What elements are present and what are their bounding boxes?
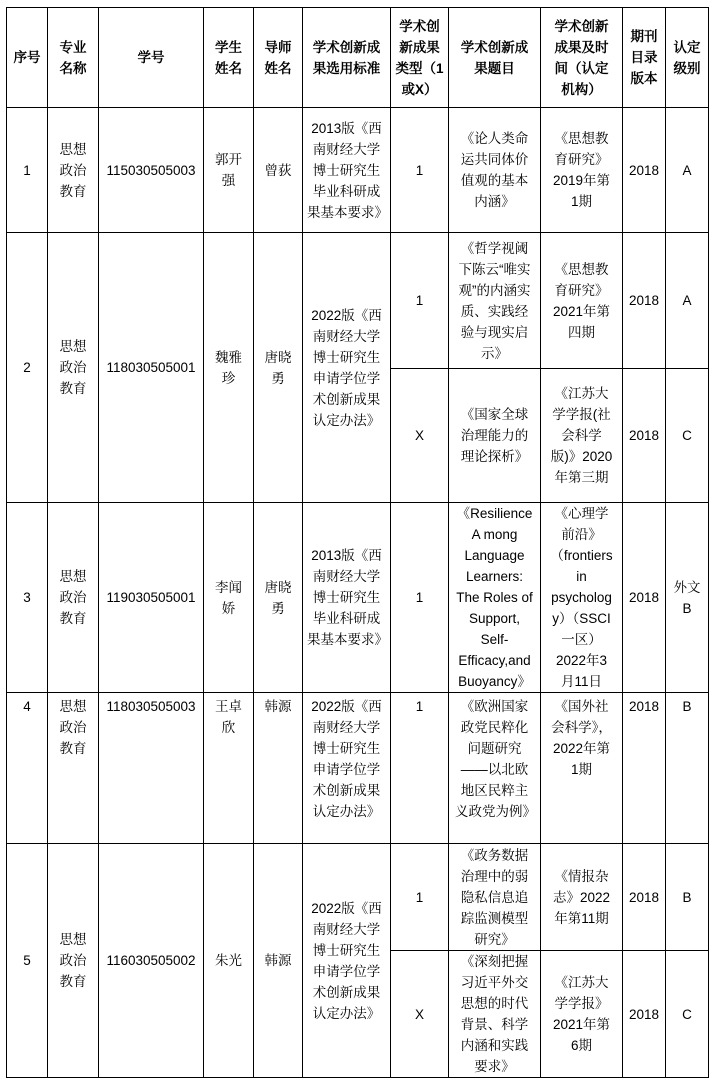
cell-catalog-version: 2018 <box>623 108 666 233</box>
cell-student-name: 郭开强 <box>204 108 254 233</box>
cell-student-id: 115030505003 <box>99 108 204 233</box>
cell-major: 思想政治教育 <box>48 233 99 503</box>
achievements-table <box>6 7 709 1078</box>
cell-major: 思想政治教育 <box>48 693 99 844</box>
cell-student-id: 118030505001 <box>99 233 204 503</box>
cell-catalog-version: 2018 <box>623 951 666 1078</box>
cell-level: C <box>666 369 709 503</box>
cell-student-name: 王卓欣 <box>204 693 254 844</box>
cell-title: 《Resilience A mong Language Learners: The Roles of Support, Self-Efficacy,and Buoyancy》 <box>449 503 541 693</box>
cell-serial: 3 <box>7 503 48 693</box>
cell-level: B <box>666 693 709 844</box>
cell-serial: 4 <box>7 693 48 844</box>
cell-catalog-version: 2018 <box>623 693 666 844</box>
cell-catalog-version: 2018 <box>623 233 666 369</box>
cell-student-id: 118030505003 <box>99 693 204 844</box>
cell-publication: 《国外社会科学》，2022年第1期 <box>541 693 623 844</box>
cell-type: 1 <box>391 503 449 693</box>
cell-student-id: 116030505002 <box>99 844 204 1078</box>
cell-advisor: 唐晓勇 <box>254 233 303 503</box>
cell-advisor: 韩源 <box>254 844 303 1078</box>
col-header-type: 学术创新成果类型（1或X） <box>391 8 449 108</box>
cell-title: 《哲学视阈下陈云“唯实观”的内涵实质、实践经验与现实启示》 <box>449 233 541 369</box>
cell-standard: 2013版《西南财经大学博士研究生毕业科研成果基本要求》 <box>303 503 391 693</box>
cell-level: A <box>666 233 709 369</box>
col-header-title: 学术创新成果题目 <box>449 8 541 108</box>
cell-advisor: 曾荻 <box>254 108 303 233</box>
cell-title: 《欧洲国家政党民粹化问题研究——以北欧地区民粹主义政党为例》 <box>449 693 541 844</box>
col-header-publication: 学术创新成果及时间（认定机构） <box>541 8 623 108</box>
cell-catalog-version: 2018 <box>623 503 666 693</box>
cell-level: B <box>666 844 709 951</box>
cell-title: 《国家全球治理能力的理论探析》 <box>449 369 541 503</box>
cell-type: 1 <box>391 233 449 369</box>
cell-type: 1 <box>391 108 449 233</box>
table-row-student-3 <box>7 503 709 693</box>
col-header-catalog-version: 期刊目录版本 <box>623 8 666 108</box>
cell-student-name: 李闻娇 <box>204 503 254 693</box>
cell-level: 外文B <box>666 503 709 693</box>
table-row-student-2-achievement-1 <box>7 233 709 369</box>
cell-student-id: 119030505001 <box>99 503 204 693</box>
cell-publication: 《思想教育研究》2019年第1期 <box>541 108 623 233</box>
cell-serial: 1 <box>7 108 48 233</box>
col-header-student-name: 学生姓名 <box>204 8 254 108</box>
table-row-student-4 <box>7 693 709 844</box>
cell-catalog-version: 2018 <box>623 369 666 503</box>
cell-serial: 5 <box>7 844 48 1078</box>
cell-publication: 《江苏大学学报》2021年第6期 <box>541 951 623 1078</box>
col-header-major: 专业名称 <box>48 8 99 108</box>
cell-type: X <box>391 369 449 503</box>
col-header-advisor: 导师姓名 <box>254 8 303 108</box>
col-header-standard: 学术创新成果选用标准 <box>303 8 391 108</box>
cell-student-name: 魏雅珍 <box>204 233 254 503</box>
cell-title: 《政务数据治理中的弱隐私信息追踪监测模型研究》 <box>449 844 541 951</box>
cell-advisor: 韩源 <box>254 693 303 844</box>
cell-type: 1 <box>391 844 449 951</box>
cell-publication: 《心理学前沿》（frontiers in psychology）（SSCI一区）2022年3月11日 <box>541 503 623 693</box>
cell-standard: 2022版《西南财经大学博士研究生申请学位学术创新成果认定办法》 <box>303 844 391 1078</box>
cell-serial: 2 <box>7 233 48 503</box>
cell-level: C <box>666 951 709 1078</box>
cell-publication: 《思想教育研究》2021年第四期 <box>541 233 623 369</box>
cell-standard: 2022版《西南财经大学博士研究生申请学位学术创新成果认定办法》 <box>303 233 391 503</box>
cell-type: X <box>391 951 449 1078</box>
col-header-student-id: 学号 <box>99 8 204 108</box>
cell-title: 《深刻把握习近平外交思想的时代背景、科学内涵和实践要求》 <box>449 951 541 1078</box>
cell-major: 思想政治教育 <box>48 503 99 693</box>
cell-catalog-version: 2018 <box>623 844 666 951</box>
table-row-student-1 <box>7 108 709 233</box>
cell-standard: 2013版《西南财经大学博士研究生毕业科研成果基本要求》 <box>303 108 391 233</box>
cell-type: 1 <box>391 693 449 844</box>
cell-student-name: 朱光 <box>204 844 254 1078</box>
cell-major: 思想政治教育 <box>48 108 99 233</box>
cell-publication: 《情报杂志》2022年第11期 <box>541 844 623 951</box>
table-row-student-5-achievement-1 <box>7 844 709 951</box>
col-header-serial: 序号 <box>7 8 48 108</box>
cell-title: 《论人类命运共同体价值观的基本内涵》 <box>449 108 541 233</box>
col-header-level: 认定级别 <box>666 8 709 108</box>
header-row <box>7 8 709 108</box>
cell-publication: 《江苏大学学报(社会科学版)》2020年第三期 <box>541 369 623 503</box>
cell-standard: 2022版《西南财经大学博士研究生申请学位学术创新成果认定办法》 <box>303 693 391 844</box>
cell-advisor: 唐晓勇 <box>254 503 303 693</box>
cell-level: A <box>666 108 709 233</box>
cell-major: 思想政治教育 <box>48 844 99 1078</box>
